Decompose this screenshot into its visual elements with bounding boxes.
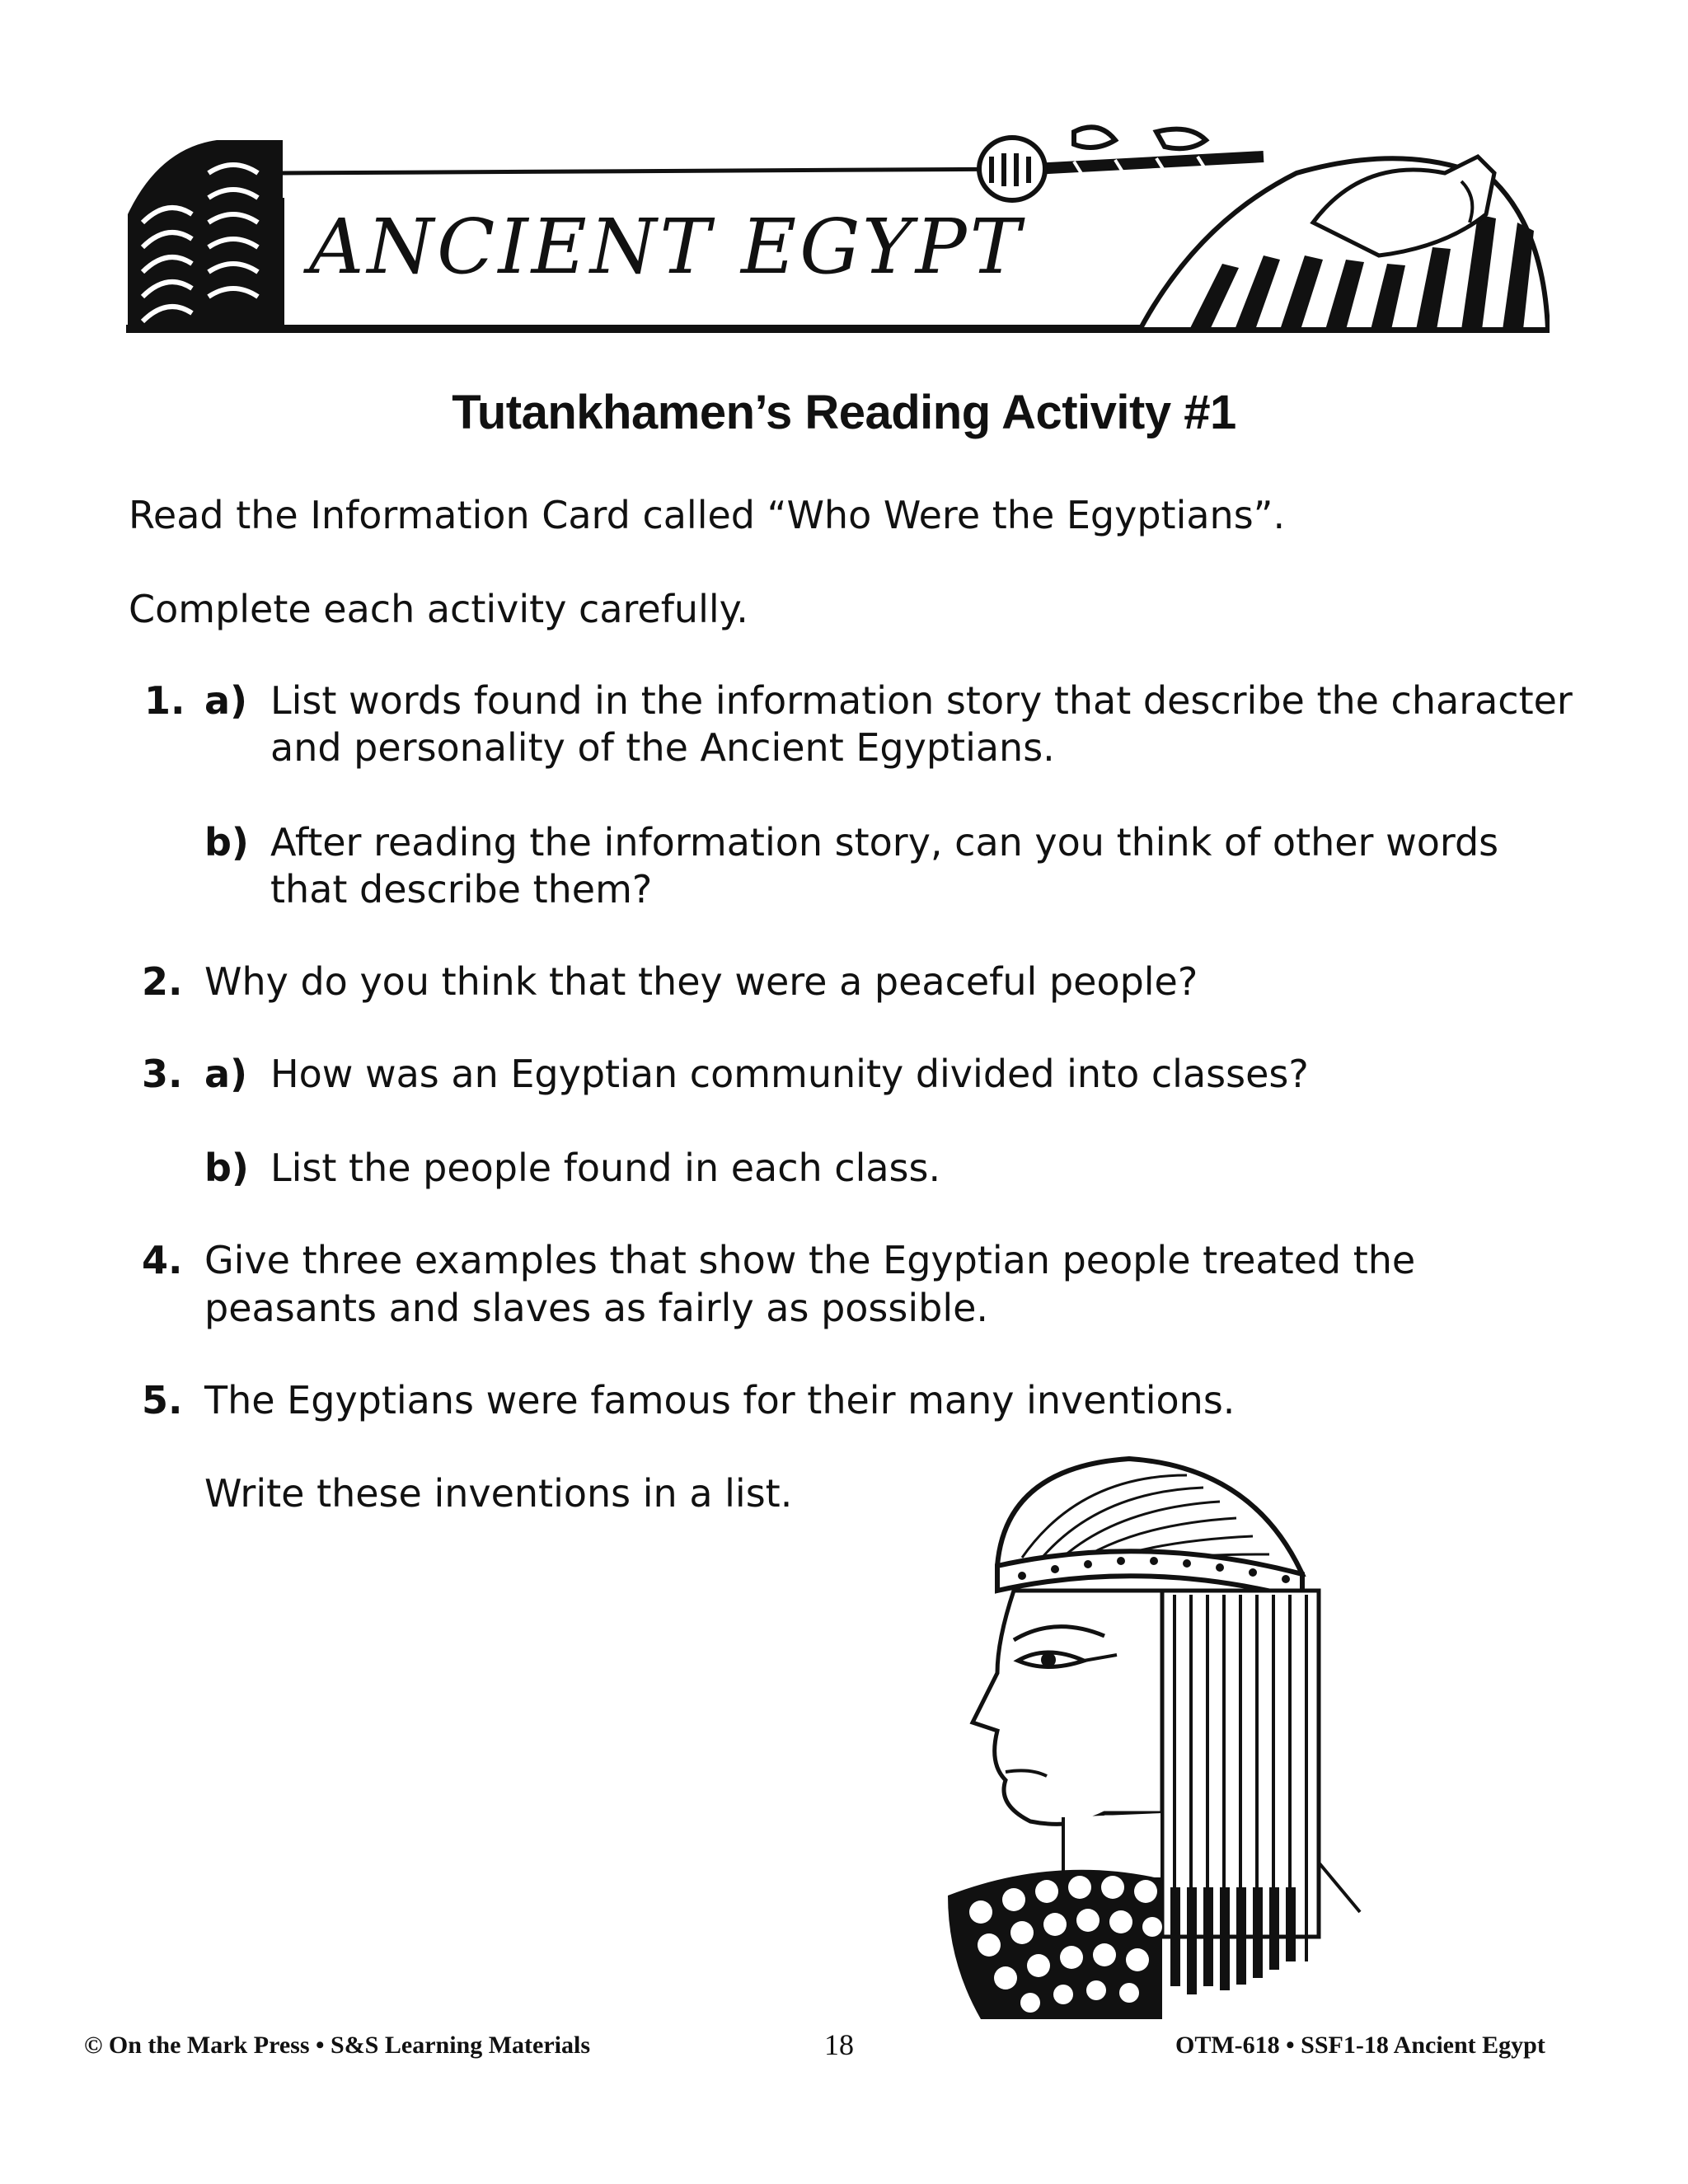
question-line: Give three examples that show the Egyptian people treated the — [204, 1238, 1416, 1282]
question-followup: Write these inventions in a list. — [204, 1471, 793, 1516]
question-line: List words found in the information story that describe the character — [270, 678, 1573, 723]
question-line: and personality of the Ancient Egyptians. — [270, 725, 1055, 770]
footer-product-code: OTM-618 • SSF1-18 Ancient Egypt — [1175, 2032, 1545, 2059]
intro-read-line: Read the Information Card called “Who Were the Egyptians”. — [129, 493, 1286, 537]
question-line: After reading the information story, can you think of other words — [270, 820, 1499, 865]
question-part-letter: b) — [204, 1146, 249, 1190]
question-part-letter: b) — [204, 820, 249, 865]
question-part-letter: a) — [204, 678, 248, 723]
question-number: 1. — [144, 678, 185, 723]
question-number: 2. — [142, 959, 183, 1004]
egyptian-woman-portrait — [940, 1451, 1401, 2031]
question-number: 5. — [142, 1378, 183, 1422]
question-line: that describe them? — [270, 867, 653, 912]
question-line: List the people found in each class. — [270, 1146, 941, 1190]
banner-title: ANCIENT EGYPT — [309, 203, 1024, 291]
page-number: 18 — [824, 2028, 854, 2061]
question-line: Why do you think that they were a peaceful people? — [204, 959, 1198, 1004]
question-part-letter: a) — [204, 1052, 248, 1096]
question-number: 3. — [142, 1052, 183, 1096]
footer-copyright: © On the Mark Press • S&S Learning Materials — [84, 2032, 590, 2059]
question-line: The Egyptians were famous for their many inventions. — [204, 1378, 1236, 1422]
intro-complete-line: Complete each activity carefully. — [129, 587, 748, 631]
activity-title: Tutankhamen’s Reading Activity #1 — [452, 386, 1236, 439]
question-line: peasants and slaves as fairly as possible. — [204, 1286, 989, 1330]
question-number: 4. — [142, 1238, 183, 1282]
title-banner — [126, 124, 1550, 336]
question-line: How was an Egyptian community divided into classes? — [270, 1052, 1309, 1096]
